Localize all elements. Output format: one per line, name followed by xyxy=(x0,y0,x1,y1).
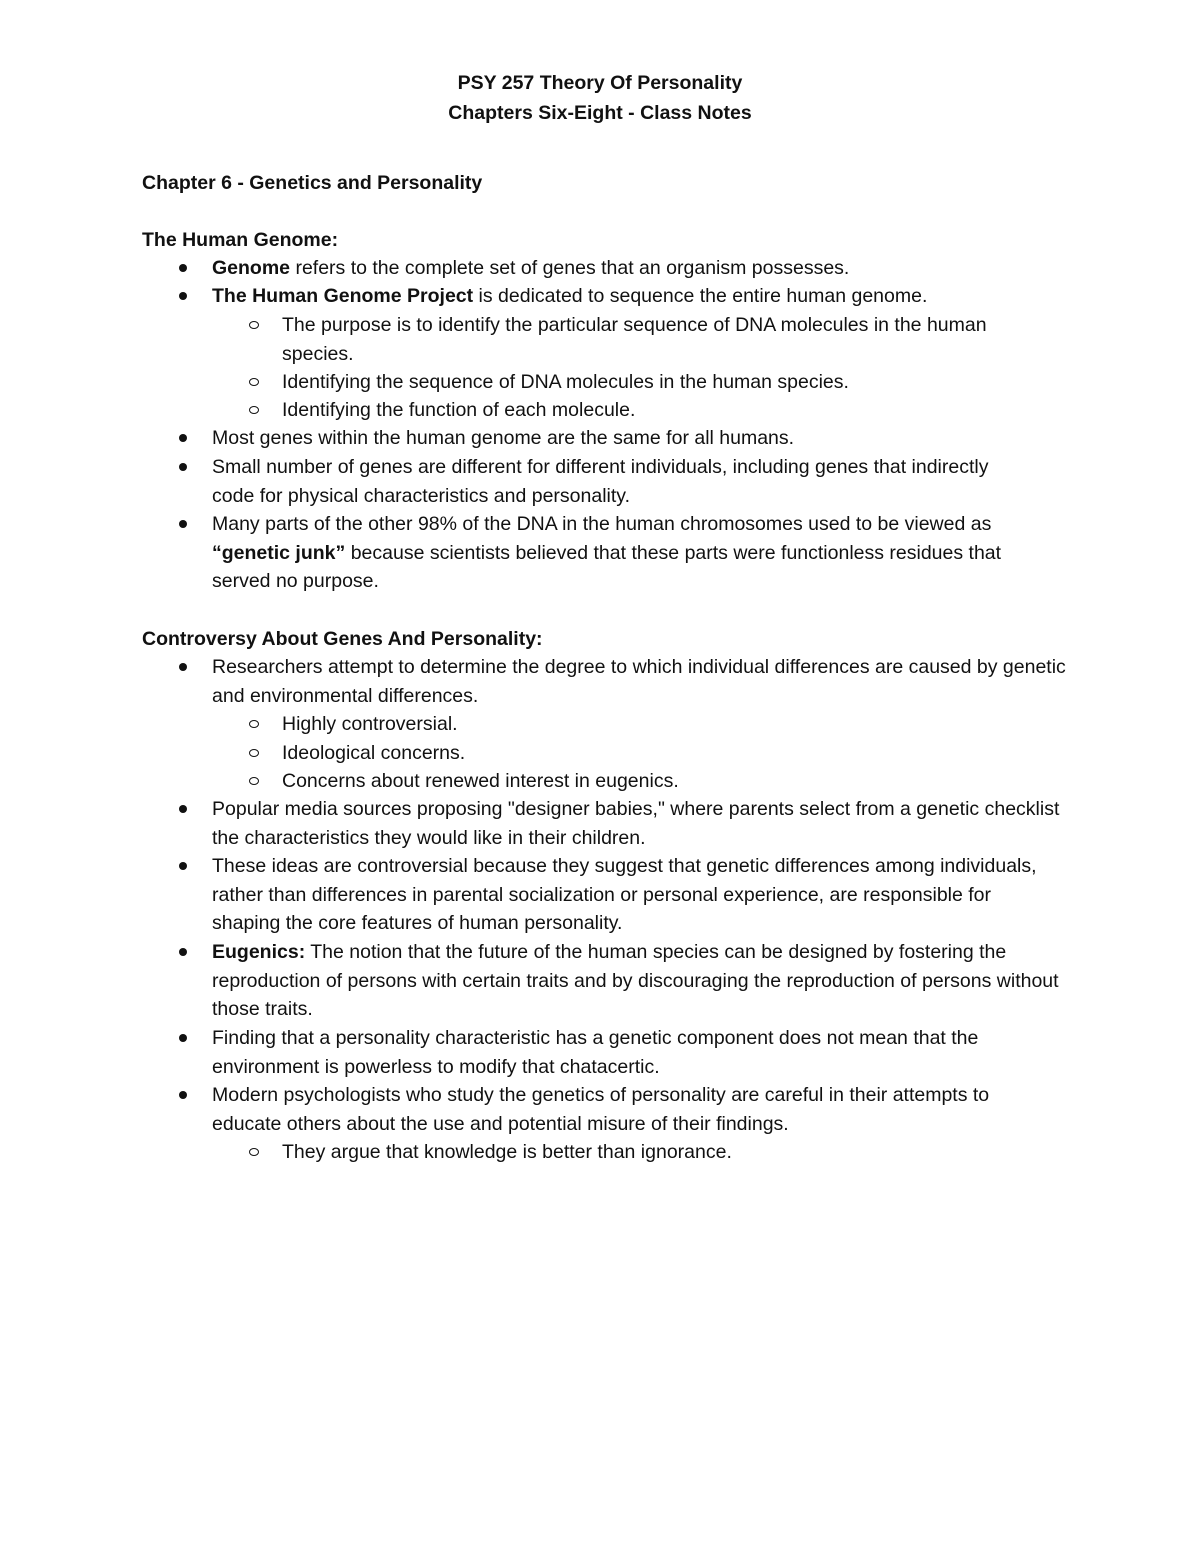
list-item xyxy=(212,653,1072,710)
item-text: The notion that the future of the human species can be designed by fostering the reproduction of persons with certain traits and by discouraging the reproduction of persons without those traits. xyxy=(212,941,1059,1020)
list-item xyxy=(212,852,1062,938)
item-text: These ideas are controversial because they suggest that genetic differences among individuals, rather than differences in parental socialization or personal experience, are responsible for shaping the core features of human personality. xyxy=(212,855,1037,934)
list-item xyxy=(212,1024,1042,1081)
section-heading-controversy: Controversy About Genes And Personality: xyxy=(142,628,543,650)
sub-list-item xyxy=(282,710,1082,739)
item-text: Many parts of the other 98% of the DNA in the human chromosomes used to be viewed as xyxy=(212,513,992,535)
item-text: The purpose is to identify the particular sequence of DNA molecules in the human species. xyxy=(282,314,987,365)
item-text: Researchers attempt to determine the degree to which individual differences are caused by genetic and environmental differences. xyxy=(212,656,1066,707)
bold-term: Eugenics: xyxy=(212,941,306,963)
document-subtitle: Chapters Six-Eight - Class Notes xyxy=(448,102,752,124)
list-item xyxy=(212,510,1062,596)
list-item xyxy=(212,795,1072,852)
bold-term: Genome xyxy=(212,257,291,279)
bold-term: “genetic junk” xyxy=(212,541,346,564)
item-text: Finding that a personality characteristic has a genetic component does not mean that the environment is powerless to modify that chatacertic. xyxy=(212,1027,979,1078)
item-text: Identifying the function of each molecule. xyxy=(282,399,636,421)
item-text: is dedicated to sequence the entire human genome. xyxy=(473,285,928,307)
item-text: Small number of genes are different for different individuals, including genes that indirectly code for physical characteristics and personality. xyxy=(212,456,989,507)
list-item xyxy=(212,424,1092,453)
sub-list-item xyxy=(282,311,1002,368)
list-item xyxy=(212,1081,1062,1138)
item-text: Modern psychologists who study the genetics of personality are careful in their attempts to educate others about the use and potential misure of their findings. xyxy=(212,1084,990,1135)
sub-list-item xyxy=(282,1138,1082,1167)
item-text: Identifying the sequence of DNA molecules in the human species. xyxy=(282,371,849,393)
section-heading-human-genome: The Human Genome: xyxy=(142,229,339,251)
list-item xyxy=(212,282,1092,311)
item-text: Most genes within the human genome are the same for all humans. xyxy=(212,427,795,449)
item-text: refers to the complete set of genes that an organism possesses. xyxy=(290,257,850,279)
item-text: Concerns about renewed interest in eugenics. xyxy=(282,770,679,792)
item-text: Highly controversial. xyxy=(282,713,458,735)
list-item xyxy=(212,453,1002,510)
sub-list-item xyxy=(282,767,1082,796)
sub-list-item xyxy=(282,739,1082,768)
item-text: Popular media sources proposing "designer babies," where parents select from a genetic checklist the characteristics they would like in their children. xyxy=(212,798,1060,849)
chapter-heading: Chapter 6 - Genetics and Personality xyxy=(142,172,483,194)
item-text: Ideological concerns. xyxy=(282,742,466,764)
document-title: PSY 257 Theory Of Personality xyxy=(457,72,743,94)
item-text: They argue that knowledge is better than ignorance. xyxy=(282,1141,732,1163)
bold-term: The Human Genome Project xyxy=(212,285,474,307)
list-item xyxy=(212,938,1072,1024)
item-text: because scientists believed that these parts were functionless residues that served no purpose. xyxy=(212,541,1002,592)
sub-list-item xyxy=(282,368,1082,397)
sub-list-item xyxy=(282,396,1082,425)
list-item xyxy=(212,254,1092,283)
